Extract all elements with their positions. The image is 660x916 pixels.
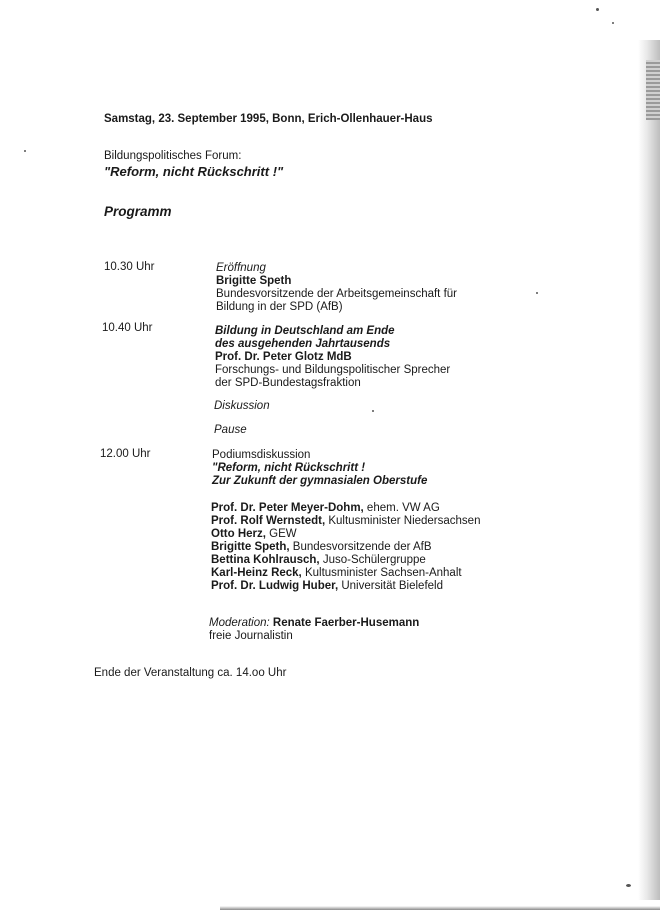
panelist: Karl-Heinz Reck, Kultusminister Sachsen-Anhalt [211, 567, 462, 579]
agenda-item [212, 449, 427, 488]
event-end: Ende der Veranstaltung ca. 14.oo Uhr [94, 667, 287, 679]
forum-label: Bildungspolitisches Forum: [104, 150, 242, 162]
scan-speck [536, 292, 538, 294]
moderation-label: Moderation: [209, 617, 270, 629]
forum-title: "Reform, nicht Rückschritt !" [104, 164, 284, 179]
panelist: Prof. Dr. Ludwig Huber, Universität Bielefeld [211, 580, 443, 592]
scan-speck [596, 8, 599, 11]
agenda-time: 10.40 Uhr [102, 322, 153, 334]
agenda-line: Podiumsdiskussion [212, 449, 311, 461]
agenda-line: Bundesvorsitzende der Arbeitsgemeinschaft für [216, 288, 457, 300]
agenda-line: Brigitte Speth [216, 275, 292, 287]
scan-bottom-edge [220, 906, 660, 910]
panelist: Bettina Kohlrausch, Juso-Schülergruppe [211, 554, 426, 566]
agenda-time: 12.00 Uhr [100, 448, 151, 460]
agenda-line: der SPD-Bundestagsfraktion [215, 377, 361, 389]
scan-speck [372, 410, 374, 412]
agenda-line: Eröffnung [216, 262, 266, 274]
programm-heading: Programm [104, 204, 172, 219]
moderator-role: freie Journalistin [209, 630, 293, 642]
agenda-diskussion: Diskussion [214, 400, 270, 412]
panelist-list [211, 502, 480, 593]
moderator-name: Renate Faerber-Husemann [269, 617, 420, 629]
panelist: Prof. Dr. Peter Meyer-Dohm, ehem. VW AG [211, 502, 440, 514]
agenda-time: 10.30 Uhr [104, 261, 155, 273]
panelist: Brigitte Speth, Bundesvorsitzende der AfB [211, 541, 432, 553]
event-date-location: Samstag, 23. September 1995, Bonn, Erich-Ollenhauer-Haus [104, 113, 433, 125]
agenda-item [215, 325, 450, 390]
scan-speck [626, 884, 631, 887]
moderation-line [209, 617, 419, 630]
agenda-line: Zur Zukunft der gymnasialen Oberstufe [212, 475, 428, 487]
panelist: Otto Herz, GEW [211, 528, 297, 540]
agenda-line: Forschungs- und Bildungspolitischer Sprecher [215, 364, 451, 376]
agenda-line: "Reform, nicht Rückschritt ! [212, 462, 366, 474]
panelist: Prof. Rolf Wernstedt, Kultusminister Niedersachsen [211, 515, 481, 527]
agenda-line: des ausgehenden Jahrtausends [215, 338, 391, 350]
agenda-line: Bildung in der SPD (AfB) [216, 301, 343, 313]
scan-edge-shadow [638, 40, 660, 900]
agenda-item [216, 262, 457, 314]
agenda-pause: Pause [214, 424, 247, 436]
agenda-line: Bildung in Deutschland am Ende [215, 325, 395, 337]
scan-speck [612, 22, 614, 24]
scan-speck [24, 150, 26, 152]
moderation [209, 617, 419, 643]
agenda-line: Prof. Dr. Peter Glotz MdB [215, 351, 352, 363]
scan-edge-stripe [646, 60, 660, 120]
